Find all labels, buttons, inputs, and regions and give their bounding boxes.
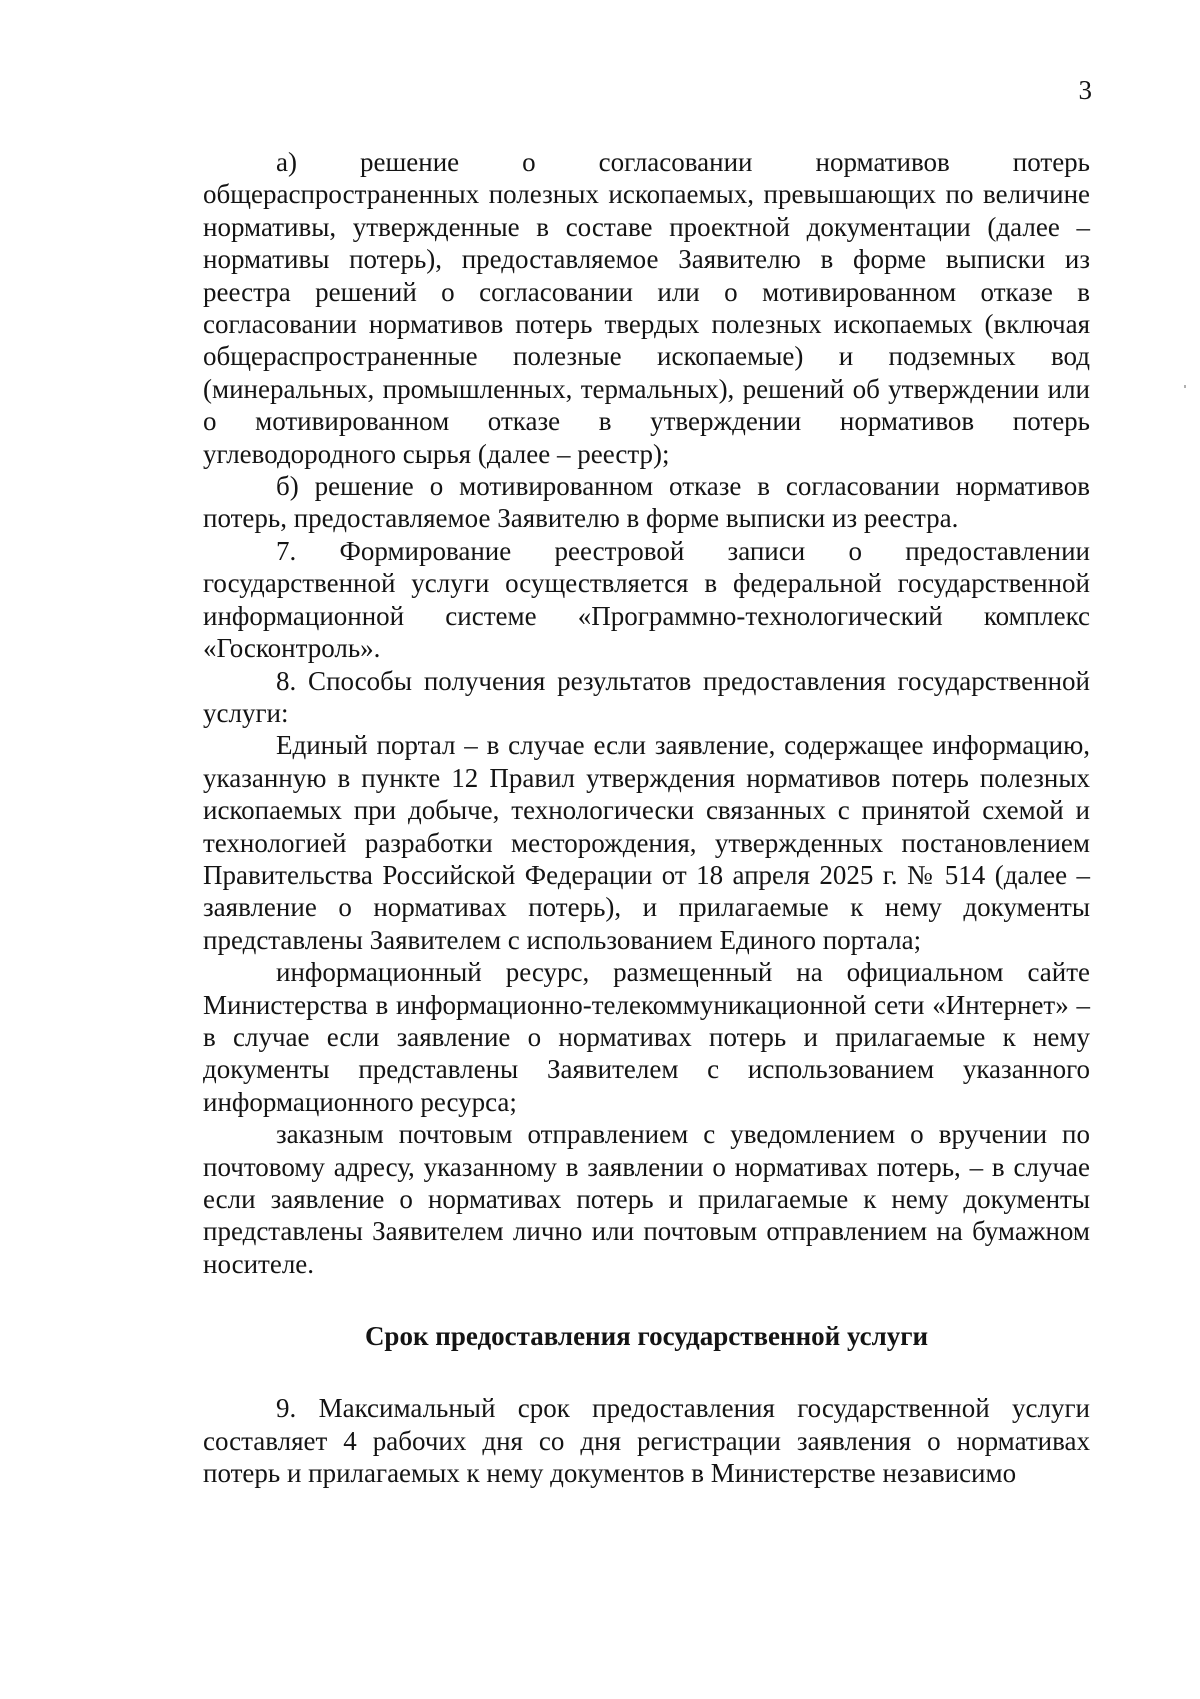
page-number: 3 [1078,75,1092,105]
scan-edge-mark [1184,385,1186,388]
section-heading: Срок предоставления государственной услуги [364,1321,929,1352]
paragraph-item-7: 7. Формирование реестровой записи о предоставлении государственной услуги осуществляется в федеральной государственной информационной системе «Программно-технологический комплекс «Госконтроль». [203,535,1090,664]
paragraph-decision-b: б) решение о мотивированном отказе в согласовании нормативов потерь, предоставляемое Заявителю в форме выписки из реестра. [203,471,1090,534]
document-body [203,146,1090,1489]
paragraph-item-8: 8. Способы получения результатов предоставления государственной услуги: [203,665,1090,728]
paragraph-unified-portal: Единый портал – в случае если заявление, содержащее информацию, указанную в пункте 12 Правил утверждения нормативов потерь полезных ископаемых при добыче, технологически связанных с принятой схемой и технологией разработки месторождения, утвержденных постановлением Правительства Российской Федерации от 18 апреля 2025 г. № 514 (далее – заявление о нормативах потерь), и прилагаемые к нему документы представлены Заявителем с использованием Единого портала; [203,730,1090,955]
paragraph-registered-mail: заказным почтовым отправлением с уведомлением о вручении по почтовому адресу, указанному в заявлении о нормативах потерь, – в случае если заявление о нормативах потерь и прилагаемые к нему документы представлены Заявителем лично или почтовым отправлением на бумажном носителе. [203,1119,1090,1279]
paragraph-information-resource: информационный ресурс, размещенный на официальном сайте Министерства в информационно-телекоммуникационной сети «Интернет» – в случае если заявление о нормативах потерь и прилагаемые к нему документы представлены Заявителем с использованием указанного информационного ресурса; [203,957,1090,1117]
paragraph-item-9: 9. Максимальный срок предоставления государственной услуги составляет 4 рабочих дня со дня регистрации заявления о нормативах потерь и прилагаемых к нему документов в Министерстве независимо [203,1393,1090,1489]
paragraph-decision-a: а) решение о согласовании нормативов потерь общераспространенных полезных ископаемых, превышающих по величине нормативы, утвержденные в составе проектной документации (далее – нормативы потерь), предоставляемое Заявителю в форме выписки из реестра решений о согласовании или о мотивированном отказе в согласовании нормативов потерь твердых полезных ископаемых (включая общераспространенные полезные ископаемые) и подземных вод (минеральных, промышленных, термальных), решений об утверждении или о мотивированном отказе в утверждении нормативов потерь углеводородного сырья (далее – реестр); [203,147,1090,469]
